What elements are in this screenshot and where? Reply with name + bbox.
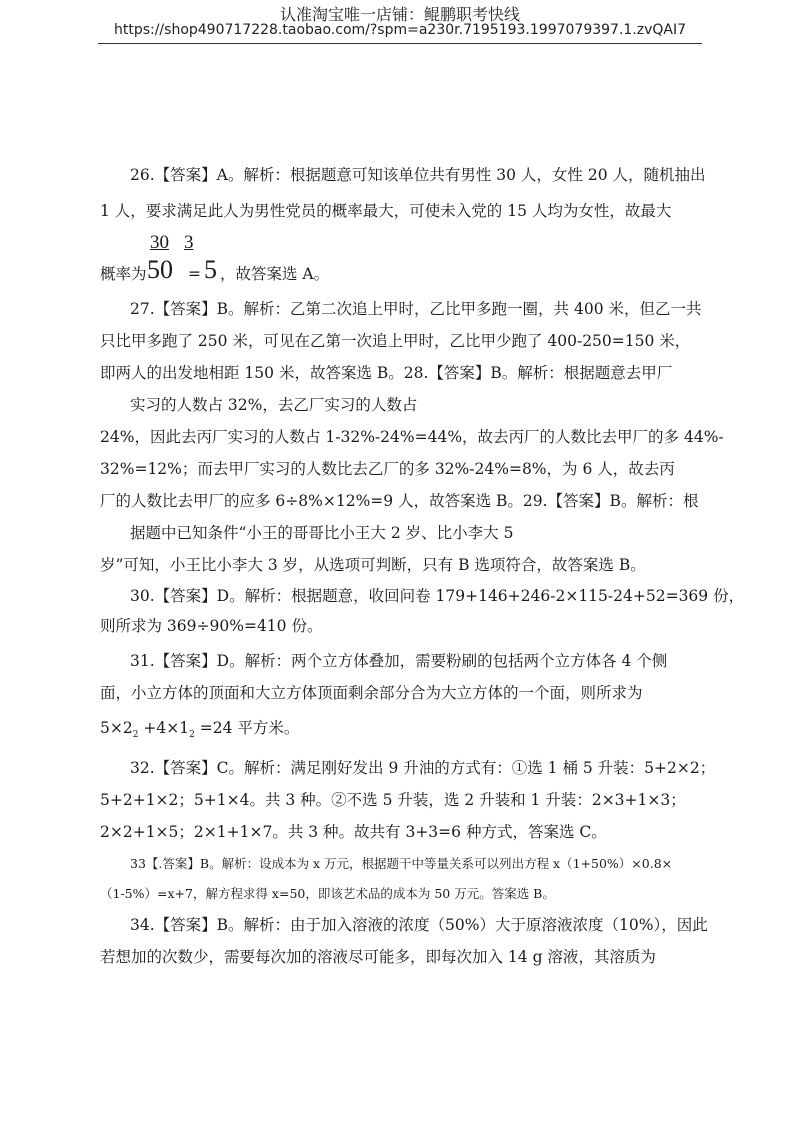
q32-line-1: 32.【答案】C。解析：满足刚好发出 9 升油的方式有：①选 1 桶 5 升装：5+2×2； — [130, 759, 716, 777]
q27-line-2: 只比甲多跑了 250 米，可见在乙第一次追上甲时，乙比甲少跑了 400-250=150 米， — [100, 332, 691, 350]
q31-line-1: 31.【答案】D。解析：两个立方体叠加，需要粉刷的包括两个立方体各 4 个侧 — [130, 652, 668, 670]
q26-line-2: 1 人，要求满足此人为男性党员的概率最大，可使未入党的 15 人均为女性，故最大 — [100, 202, 672, 220]
q32-line-2: 5+2+1×2；5+1×4。共 3 种。②不选 5 升装，选 2 升装和 1 升装：2×3+1×3； — [100, 791, 686, 809]
q33-line-2: （1-5%）=x+7，解方程求得 x=50，即该艺术品的成本为 50 万元。答案选 B。 — [100, 886, 555, 901]
q28-line-4: 厂的人数比去甲厂的应多 6÷8%×12%=9 人，故答案选 B。29.【答案】B。解析：根 — [100, 492, 699, 510]
q26-line-3-suffix: ，故答案选 A。 — [220, 265, 330, 283]
q28-line-1: 实习的人数占 32%，去乙厂实习的人数占 — [130, 396, 418, 414]
header-divider — [98, 43, 702, 44]
q30-line-1: 30.【答案】D。解析：根据题意，收回问卷 179+146+246-2×115-24+52=369 份， — [130, 587, 745, 605]
q34-line-2: 若想加的次数少，需要每次加的溶液尽可能多，即每次加入 14 g 溶液，其溶质为 — [100, 948, 656, 966]
fraction-numerator-2: 3 — [184, 232, 194, 253]
q30-line-2: 则所求为 369÷90%=410 份。 — [100, 617, 323, 635]
header-title: 认准淘宝唯一店铺：鲲鹏职考快线 — [279, 5, 520, 24]
q26-line-1: 26.【答案】A。解析：根据题意可知该单位共有男性 30 人，女性 20 人，随机抽出 — [130, 166, 706, 184]
header-url[interactable]: https://shop490717228.taobao.com/?spm=a230r.7195193.1997079397.1.zvQAI7 — [113, 22, 687, 38]
q26-line-3-prefix: 概率为 — [100, 265, 147, 283]
fraction-numerator-1: 30 — [150, 232, 169, 253]
q27-line-3: 即两人的出发地相距 150 米，故答案选 B。28.【答案】B。解析：根据题意去甲厂 — [100, 364, 673, 382]
q28-line-2: 24%，因此去丙厂实习的人数占 1-32%-24%=44%，故去丙厂的人数比去甲厂的多 44%- — [100, 428, 724, 446]
fraction-denominator-1: 50 — [147, 255, 173, 284]
q33-line-1: 33【.答案】B。解析：设成本为 x 万元，根据题干中等量关系可以列出方程 x（1+50%）×0.8× — [130, 856, 673, 871]
fraction-equals: = — [188, 265, 201, 283]
q28-line-3: 32%=12%；而去甲厂实习的人数比去乙厂的多 32%-24%=8%，为 6 人，故去丙 — [100, 460, 675, 478]
q34-line-1: 34.【答案】B。解析：由于加入溶液的浓度（50%）大于原溶液浓度（10%），因此 — [130, 916, 708, 934]
q31-line-2: 面，小立方体的顶面和大立方体顶面剩余部分合为大立方体的一个面，则所求为 — [100, 684, 643, 702]
q29-line-1: 据题中已知条件“小王的哥哥比小王大 2 岁、比小李大 5 — [130, 524, 514, 542]
fraction-denominator-2: 5 — [204, 255, 217, 284]
q31-line-3: $5\times 2_2 +4\times 1_2 =24$ 平方米。 — [100, 719, 300, 741]
q27-line-1: 27.【答案】B。解析：乙第二次追上甲时，乙比甲多跑一圈，共 400 米，但乙一共 — [130, 300, 702, 318]
q32-line-3: 2×2+1×5；2×1+1×7。共 3 种。故共有 3+3=6 种方式，答案选 C。 — [100, 823, 607, 841]
q29-line-2: 岁”可知，小王比小李大 3 岁，从选项可判断，只有 B 选项符合，故答案选 B。 — [100, 556, 646, 574]
